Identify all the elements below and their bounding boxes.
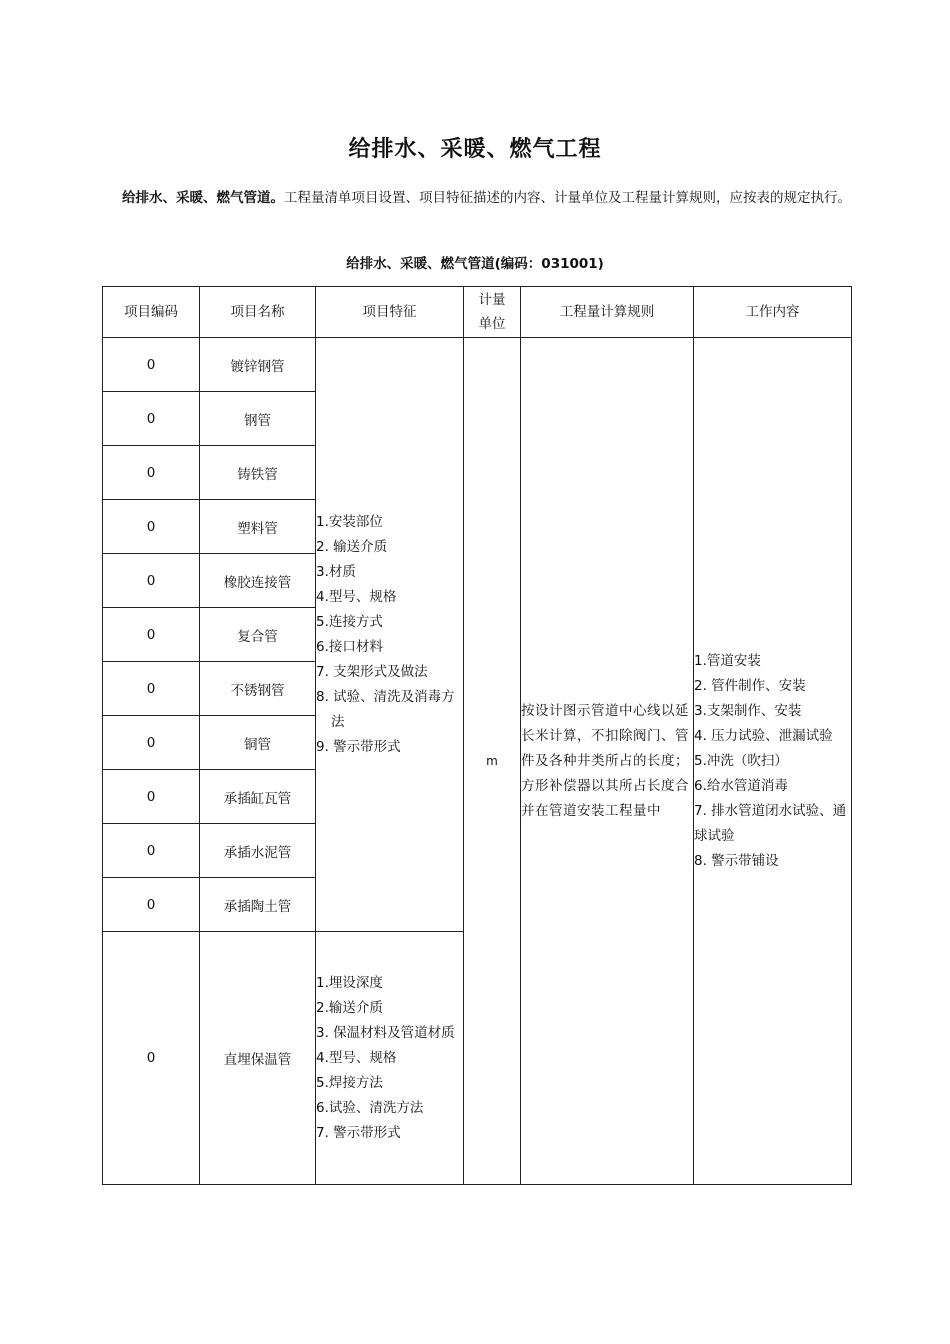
feature-item: 8. 试验、清洗及消毒方法 (316, 688, 455, 730)
feature-item: 1.埋设深度 (316, 974, 383, 991)
feature-item: 7. 支架形式及做法 (316, 663, 428, 680)
header-features: 项目特征 (316, 287, 464, 338)
work-item: 5.冲洗（吹扫） (694, 752, 788, 769)
item-name: 塑料管 (200, 500, 316, 554)
unit-cell: m (464, 338, 521, 1185)
item-code: 0 (103, 500, 200, 554)
item-code: 0 (103, 770, 200, 824)
header-rule: 工程量计算规则 (521, 287, 694, 338)
features-cell (316, 932, 464, 1185)
item-name: 钢管 (200, 392, 316, 446)
table-row (103, 338, 852, 392)
feature-item: 9. 警示带形式 (316, 738, 401, 755)
item-name: 承插陶土管 (200, 878, 316, 932)
feature-item: 5.连接方式 (316, 613, 383, 630)
features-cell (316, 338, 464, 932)
feature-item: 4.型号、规格 (316, 1049, 397, 1066)
feature-item: 3.材质 (316, 563, 356, 580)
item-code: 0 (103, 554, 200, 608)
feature-item: 3. 保温材料及管道材质 (316, 1024, 455, 1041)
feature-item: 4.型号、规格 (316, 588, 397, 605)
item-code: 0 (103, 716, 200, 770)
work-item: 2. 管件制作、安装 (694, 677, 806, 694)
item-code: 0 (103, 824, 200, 878)
table-caption: 给排水、采暖、燃气管道(编码：031001) (346, 256, 604, 272)
item-name: 橡胶连接管 (200, 554, 316, 608)
spec-table (102, 286, 852, 1185)
item-name: 镀锌钢管 (200, 338, 316, 392)
page-title: 给排水、采暖、燃气工程 (348, 137, 602, 162)
item-name: 承插缸瓦管 (200, 770, 316, 824)
item-code: 0 (103, 338, 200, 392)
item-name: 承插水泥管 (200, 824, 316, 878)
feature-item: 1.安装部位 (316, 513, 383, 530)
work-item: 7. 排水管道闭水试验、通球试验 (694, 802, 847, 844)
item-code: 0 (103, 392, 200, 446)
work-item: 3.支架制作、安装 (694, 702, 802, 719)
header-work: 工作内容 (694, 287, 852, 338)
feature-item: 6.接口材料 (316, 638, 383, 655)
item-name: 铸铁管 (200, 446, 316, 500)
item-name: 复合管 (200, 608, 316, 662)
item-code: 0 (103, 446, 200, 500)
table-header-row (103, 287, 852, 338)
work-item: 4. 压力试验、泄漏试验 (694, 727, 833, 744)
rule-cell: 按设计图示管道中心线以延长米计算，不扣除阀门、管件及各种井类所占的长度；方形补偿器以其所占长度合并在管道安装工程量中 (521, 338, 694, 1185)
item-name: 不锈钢管 (200, 662, 316, 716)
intro-paragraph (112, 186, 852, 211)
item-code: 0 (103, 932, 200, 1185)
work-item: 1.管道安装 (694, 652, 761, 669)
feature-item: 7. 警示带形式 (316, 1124, 401, 1141)
header-unit-line2: 单位 (478, 316, 506, 332)
work-item: 8. 警示带铺设 (694, 852, 779, 869)
feature-item: 6.试验、清洗方法 (316, 1099, 424, 1116)
intro-text: 工程量清单项目设置、项目特征描述的内容、计量单位及工程量计算规则，应按表的规定执行。 (284, 190, 851, 206)
intro-lead: 给排水、采暖、燃气管道。 (122, 190, 284, 206)
item-name: 直埋保温管 (200, 932, 316, 1185)
work-item: 6.给水管道消毒 (694, 777, 788, 794)
feature-item: 2. 输送介质 (316, 538, 388, 555)
item-code: 0 (103, 608, 200, 662)
header-unit (464, 287, 521, 338)
header-code: 项目编码 (103, 287, 200, 338)
feature-item: 5.焊接方法 (316, 1074, 383, 1091)
feature-item: 2.输送介质 (316, 999, 383, 1016)
header-unit-line1: 计量 (478, 292, 506, 308)
header-name: 项目名称 (200, 287, 316, 338)
work-cell (694, 338, 852, 1185)
item-code: 0 (103, 662, 200, 716)
item-name: 铜管 (200, 716, 316, 770)
item-code: 0 (103, 878, 200, 932)
